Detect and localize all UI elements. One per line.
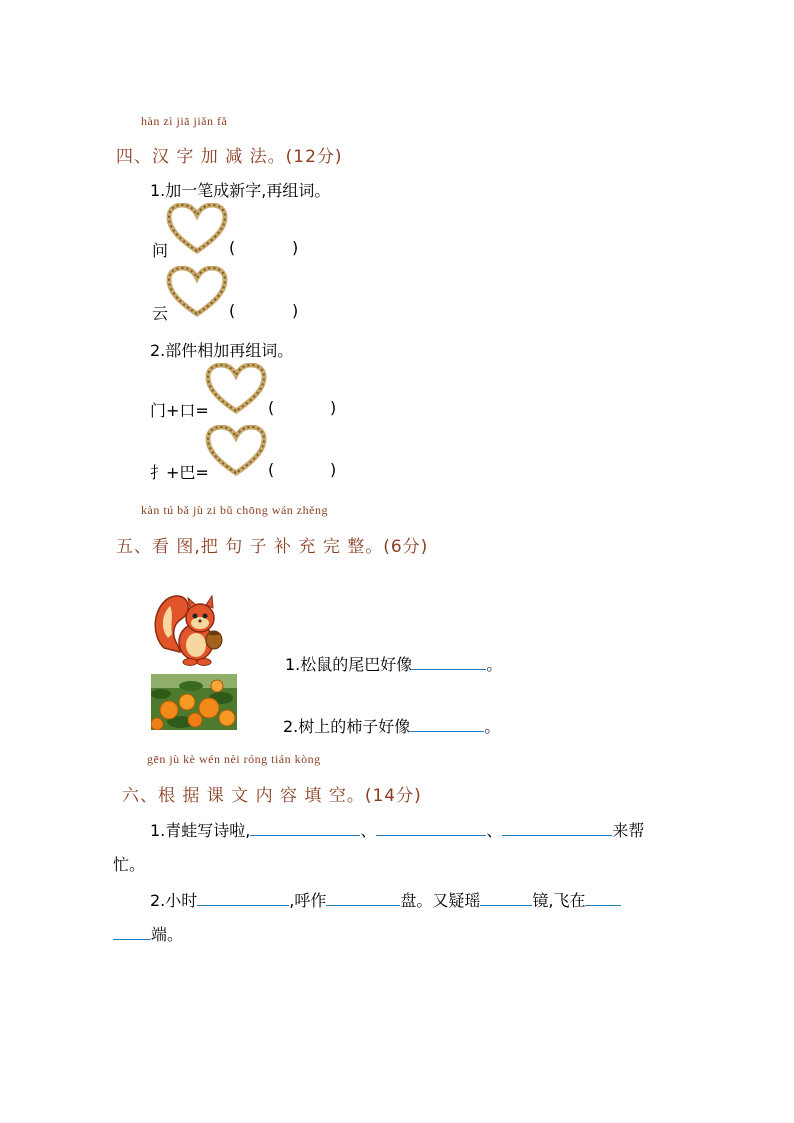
q2-blank-3[interactable]	[480, 891, 532, 906]
q2-blank-1[interactable]	[197, 891, 289, 906]
heart-rope-icon	[166, 266, 228, 318]
heart-rope-icon	[166, 203, 228, 255]
q2-open-paren-2: (	[268, 460, 275, 479]
section4-q2: 2.部件相加再组词。	[150, 341, 294, 360]
heart-rope-icon	[205, 363, 267, 415]
section5-pinyin: kàn tú bǎ jù zi bǔ chōng wán zhěng	[141, 503, 328, 517]
sentence-1-blank[interactable]	[412, 655, 486, 670]
section6-q1-cont: 忙。	[113, 855, 146, 874]
q1-blank-1[interactable]	[250, 821, 360, 836]
q1-open-paren-2: (	[229, 301, 236, 320]
q1-blank-3[interactable]	[502, 821, 612, 836]
q2-mid-2: 盘。又疑瑶	[400, 891, 481, 910]
q2-end: 端。	[151, 925, 184, 944]
q2-blank-4b[interactable]	[113, 925, 151, 940]
q1-close-paren-2: )	[292, 301, 299, 320]
q2-open-paren-1: (	[268, 398, 275, 417]
q2-start: 2.小时	[150, 891, 198, 910]
q2-close-paren-2: )	[330, 460, 337, 479]
sentence-1-end: 。	[486, 655, 503, 674]
section6-q1	[150, 818, 644, 841]
q2-close-paren-1: )	[330, 398, 337, 417]
sentence-2-end: 。	[484, 717, 501, 736]
section6-pinyin: gēn jù kè wén nèi róng tián kòng	[147, 752, 321, 766]
section6-title: 六、根 据 课 文 内 容 填 空。(14分)	[122, 786, 422, 806]
q1-open-paren-1: (	[229, 238, 236, 257]
q2-expr-2: 扌+巴=	[150, 463, 209, 482]
q1-char-1: 问	[152, 241, 169, 260]
section5-sentence-1	[285, 652, 502, 675]
q1-sep-1: 、	[360, 821, 377, 840]
q1-end: 来帮	[612, 821, 645, 840]
q2-blank-2[interactable]	[326, 891, 400, 906]
section4-pinyin: hàn zì jiā jiǎn fǎ	[141, 114, 228, 128]
q2-blank-4a[interactable]	[585, 891, 621, 906]
sentence-1-text: 1.松鼠的尾巴好像	[285, 655, 413, 674]
sentence-2-blank[interactable]	[410, 717, 484, 732]
q1-blank-2[interactable]	[376, 821, 486, 836]
section4-q1: 1.加一笔成新字,再组词。	[150, 181, 331, 200]
section6-q2	[150, 888, 621, 911]
q1-start: 1.青蛙写诗啦,	[150, 821, 251, 840]
section6-q2-cont	[113, 922, 183, 945]
section4-title: 四、汉 字 加 减 法。(12分)	[116, 147, 343, 167]
q1-close-paren-1: )	[292, 238, 299, 257]
q1-sep-2: 、	[486, 821, 503, 840]
section5-sentence-2	[283, 714, 500, 737]
q2-expr-1: 门+口=	[150, 401, 209, 420]
sentence-2-text: 2.树上的柿子好像	[283, 717, 411, 736]
q2-mid-3: 镜,飞在	[532, 891, 586, 910]
heart-rope-icon	[205, 425, 267, 477]
section5-title: 五、看 图,把 句 子 补 充 完 整。(6分)	[116, 537, 429, 557]
persimmon-tree-photo	[151, 674, 237, 730]
squirrel-illustration	[150, 590, 228, 668]
q2-mid-1: ,呼作	[289, 891, 327, 910]
q1-char-2: 云	[152, 304, 169, 323]
